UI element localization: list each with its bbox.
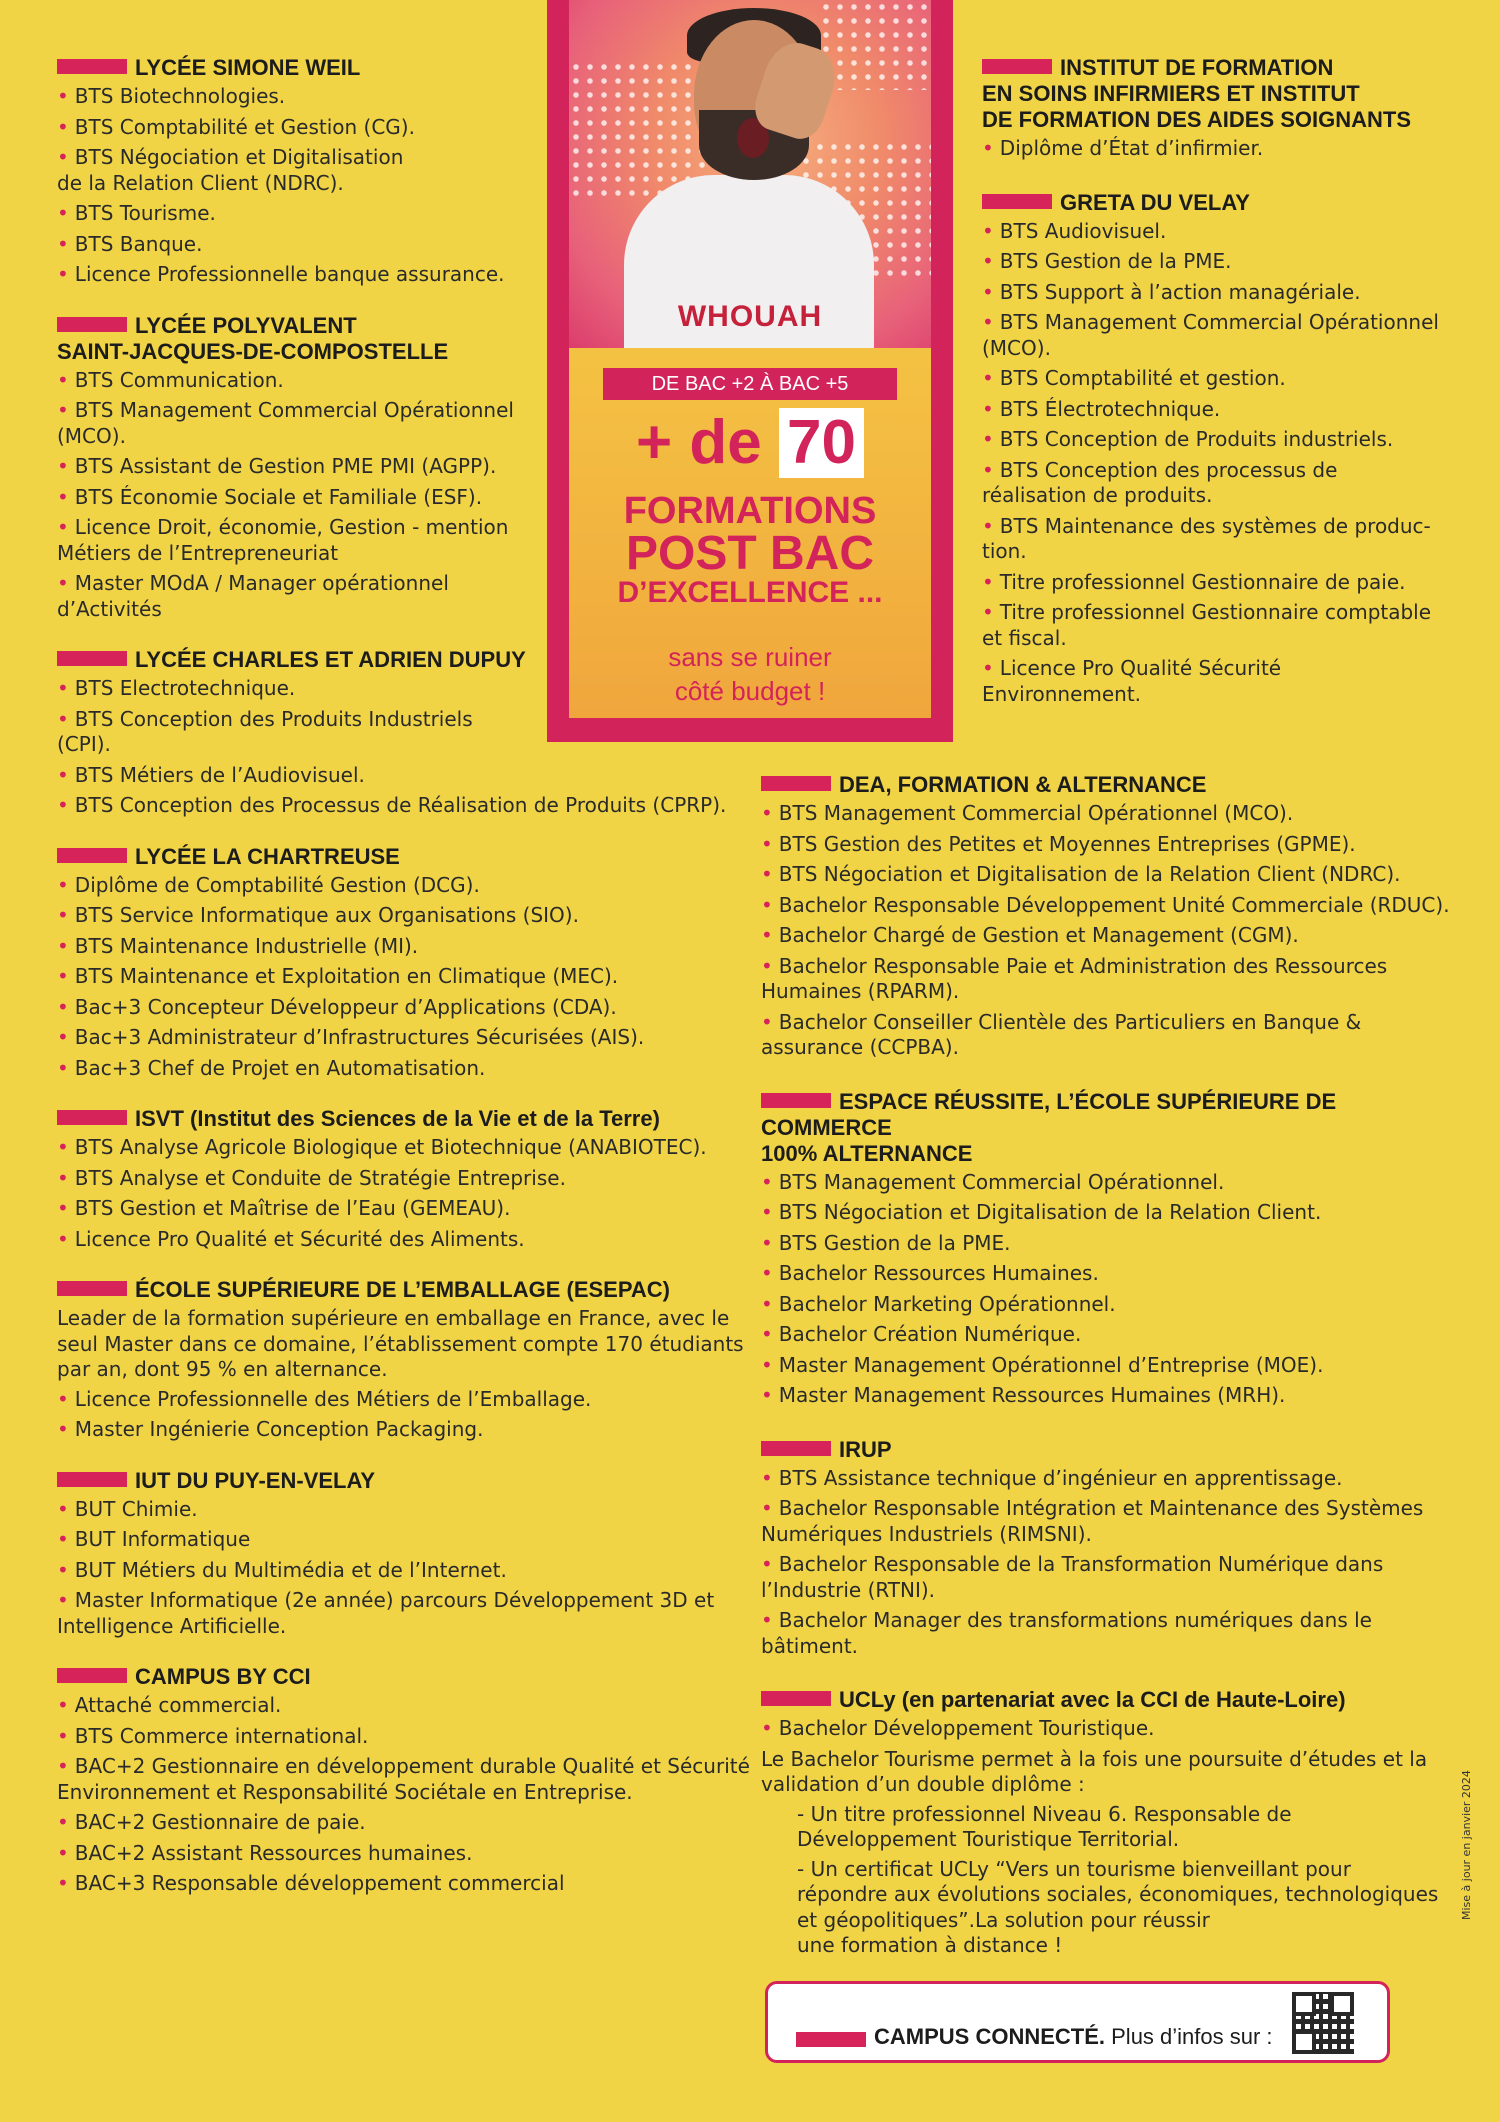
program-item: • Bachelor Ressources Humaines. (761, 1261, 1099, 1285)
program-item: • Licence Droit, économie, Gestion - mention Métiers de l’Entrepreneuriat (57, 515, 509, 565)
program-item: • Bachelor Développement Touristique. (761, 1716, 1155, 1740)
bullet-icon: • (761, 1322, 773, 1346)
program-list (982, 219, 1452, 708)
institution-section (761, 772, 1461, 1061)
bullet-icon: • (761, 1291, 773, 1316)
institution-title: ISVT (Institut des Sciences de la Vie et de la Terre) (57, 1106, 757, 1132)
section-bar (761, 1093, 831, 1108)
bullet-icon: • (57, 114, 69, 139)
program-item: • BTS Assistance technique d’ingénieur en apprentissage. (761, 1465, 1343, 1490)
program-list (57, 1497, 757, 1640)
promo-heading (569, 492, 931, 608)
institution-title: UCLy (en partenariat avec la CCI de Haute-Loire) (761, 1687, 1461, 1713)
promo-photo (569, 0, 931, 348)
program-item: • BTS Conception des Processus de Réalisation de Produits (CPRP). (57, 793, 727, 817)
bullet-icon: • (761, 1716, 773, 1740)
program-list (57, 1387, 757, 1443)
program-item: • BTS Audiovisuel. (982, 218, 1167, 243)
bullet-icon: • (57, 903, 69, 927)
bullet-icon: • (982, 396, 994, 421)
shirt-text: WHOUAH (677, 300, 823, 333)
section-bar (57, 1110, 127, 1125)
right-bottom-column (761, 772, 1461, 1987)
program-item: • BTS Comptabilité et gestion. (982, 366, 1286, 390)
program-item: • Bachelor Chargé de Gestion et Management (CGM). (761, 923, 1299, 947)
section-bar (982, 194, 1052, 209)
program-list (761, 1170, 1461, 1409)
institution-title: LYCÉE SIMONE WEIL (57, 55, 757, 81)
section-bar (982, 59, 1052, 74)
program-item: • Licence Pro Qualité et Sécurité des Aliments. (57, 1226, 525, 1251)
program-item: • BTS Maintenance des systèmes de produc- tion. (982, 513, 1431, 563)
institution-section (761, 1687, 1461, 1959)
bullet-icon: • (57, 1810, 69, 1834)
program-item: • BTS Electrotechnique. (57, 676, 296, 700)
bullet-icon: • (761, 1200, 773, 1224)
bullet-icon: • (761, 1608, 773, 1632)
bullet-icon: • (57, 84, 69, 108)
program-item: • BTS Négociation et Digitalisation de la Relation Client. (761, 1200, 1322, 1224)
program-item: • BTS Analyse et Conduite de Stratégie Entreprise. (57, 1165, 566, 1190)
program-item: • BTS Électrotechnique. (982, 396, 1221, 421)
institution-section (57, 1664, 757, 1897)
bullet-icon: • (57, 1025, 69, 1049)
program-item: • BUT Métiers du Multimédia et de l’Internet. (57, 1557, 507, 1582)
institution-title: LYCÉE CHARLES ET ADRIEN DUPUY (57, 647, 757, 673)
program-item: • Bac+3 Chef de Projet en Automatisation. (57, 1055, 486, 1080)
bullet-icon: • (57, 872, 69, 897)
bullet-icon: • (761, 1383, 773, 1407)
program-item: • BTS Maintenance Industrielle (MI). (57, 933, 419, 958)
institution-title: ESPACE RÉUSSITE, L’ÉCOLE SUPÉRIEURE DE COMMERCE 100% ALTERNANCE (761, 1088, 1337, 1166)
section-bar (57, 1668, 127, 1683)
bullet-icon: • (982, 366, 994, 390)
bullet-icon: • (761, 1261, 773, 1285)
campus-connecte-label: CAMPUS CONNECTÉ. Plus d’infos sur : (874, 2024, 1273, 2049)
section-bar (57, 1472, 127, 1487)
program-item: • Master Informatique (2e année) parcours Développement 3D et Intelligence Artificielle. (57, 1588, 715, 1638)
program-item: • BTS Banque. (57, 231, 203, 256)
bullet-icon: • (57, 1055, 69, 1080)
program-item: • Bachelor Création Numérique. (761, 1322, 1082, 1346)
promo-prefix: + de (636, 408, 762, 477)
program-item: • BTS Commerce international. (57, 1723, 369, 1748)
bullet-icon: • (57, 231, 69, 256)
program-item: • Attaché commercial. (57, 1693, 282, 1717)
bullet-icon: • (57, 484, 69, 509)
update-note: Mise à jour en janvier 2024 (1460, 1770, 1473, 1920)
program-list (57, 1135, 757, 1252)
bullet-icon: • (982, 569, 994, 594)
bullet-icon: • (57, 1871, 69, 1895)
bullet-icon: • (982, 513, 994, 538)
program-list (761, 1466, 1461, 1660)
program-list (57, 1693, 757, 1897)
promo-slogan: sans se ruiner côté budget ! (668, 642, 832, 706)
bullet-icon: • (982, 136, 994, 160)
program-item: • BTS Management Commercial Opérationnel (MCO). (982, 310, 1439, 360)
institution-section (982, 55, 1452, 162)
right-top-column (982, 55, 1452, 735)
bullet-icon: • (57, 1693, 69, 1717)
institution-section (761, 1437, 1461, 1660)
program-item: • Bachelor Conseiller Clientèle des Particuliers en Banque & assurance (CCPBA). (761, 1009, 1362, 1059)
program-item: • Licence Professionnelle banque assurance. (57, 262, 505, 286)
institution-section (761, 1089, 1461, 1409)
program-item: • Diplôme d’État d’infirmier. (982, 136, 1264, 160)
bullet-icon: • (57, 145, 69, 169)
bullet-icon: • (57, 515, 69, 539)
program-item: • Master Ingénierie Conception Packaging. (57, 1417, 484, 1441)
promo-number: 70 (779, 408, 864, 478)
program-item: • BUT Informatique (57, 1527, 251, 1551)
bullet-icon: • (982, 427, 994, 451)
bullet-icon: • (57, 1527, 69, 1551)
institution-section (57, 1106, 757, 1252)
program-item: • Titre professionnel Gestionnaire comptable et fiscal. (982, 600, 1432, 650)
bullet-icon: • (57, 1226, 69, 1251)
program-item: • BTS Gestion et Maîtrise de l’Eau (GEMEAU). (57, 1196, 511, 1220)
program-item: • BUT Chimie. (57, 1496, 198, 1521)
program-item: • BTS Service Informatique aux Organisations (SIO). (57, 903, 579, 927)
program-item: • BTS Assistant de Gestion PME PMI (AGPP). (57, 454, 497, 478)
program-item: • BAC+2 Gestionnaire en développement durable Qualité et Sécurité Environnement et Responsabilité Sociétale en Entreprise. (57, 1754, 750, 1804)
program-list (57, 873, 757, 1082)
program-item: • BTS Management Commercial Opérationnel (MCO). (761, 801, 1294, 825)
bullet-icon: • (57, 1417, 69, 1441)
bullet-icon: • (57, 676, 69, 700)
program-item: • BTS Biotechnologies. (57, 84, 286, 108)
program-item: • BTS Conception des Produits Industriels (CPI). (57, 706, 473, 756)
bullet-icon: • (57, 706, 69, 731)
program-item: • BAC+3 Responsable développement commercial (57, 1871, 565, 1895)
bullet-icon: • (57, 1165, 69, 1190)
bullet-icon: • (57, 762, 69, 787)
promo-headline (569, 408, 931, 478)
program-item: • BTS Analyse Agricole Biologique et Biotechnique (ANABIOTEC). (57, 1135, 707, 1159)
sub-item: - Un titre professionnel Niveau 6. Responsable de Développement Touristique Territorial. (797, 1801, 1292, 1851)
program-item: • Diplôme de Comptabilité Gestion (DCG). (57, 872, 480, 897)
section-bar (761, 1441, 831, 1456)
bullet-icon: • (57, 933, 69, 958)
institution-title: INSTITUT DE FORMATION EN SOINS INFIRMIERS ET INSTITUT DE FORMATION DES AIDES SOIGNANTS (982, 55, 1412, 132)
program-item: • Titre professionnel Gestionnaire de paie. (982, 569, 1406, 594)
bullet-icon: • (761, 1230, 773, 1255)
bullet-icon: • (57, 201, 69, 225)
program-item: • Licence Professionnelle des Métiers de l’Emballage. (57, 1386, 592, 1411)
campus-connecte-box (765, 1981, 1390, 2063)
program-item: • Bac+3 Administrateur d’Infrastructures Sécurisées (AIS). (57, 1025, 645, 1049)
program-item: • Master Management Ressources Humaines (MRH). (761, 1383, 1286, 1407)
bullet-icon: • (761, 923, 773, 947)
bullet-icon: • (57, 793, 69, 817)
bullet-icon: • (761, 831, 773, 856)
promo-banner (547, 0, 953, 742)
institution-title: IUT DU PUY-EN-VELAY (57, 1468, 757, 1494)
program-list (982, 136, 1452, 162)
program-list (761, 801, 1461, 1061)
promo-line-3: D’EXCELLENCE ... (617, 576, 883, 609)
bullet-icon: • (982, 218, 994, 243)
bullet-icon: • (57, 571, 69, 595)
program-item: • BTS Gestion de la PME. (761, 1230, 1011, 1255)
program-item: • Master MOdA / Manager opérationnel d’Activités (57, 571, 449, 621)
institution-title: LYCÉE LA CHARTREUSE (57, 844, 757, 870)
bullet-icon: • (57, 367, 69, 392)
bullet-icon: • (761, 1465, 773, 1490)
program-item: • BTS Gestion de la PME. (982, 249, 1232, 273)
program-item: • BTS Management Commercial Opérationnel. (761, 1169, 1225, 1194)
section-bar (57, 59, 127, 74)
institution-description: Leader de la formation supérieure en emballage en France, avec le seul Master dans ce domaine, l’établissement compte 170 étudiants par an, dont 95 % en alternance. (57, 1306, 744, 1381)
bullet-icon: • (57, 1723, 69, 1748)
bullet-icon: • (57, 398, 69, 422)
promo-line-2: POST BAC (625, 527, 874, 580)
program-item: • Bachelor Marketing Opérationnel. (761, 1291, 1116, 1316)
institution-section (57, 1277, 757, 1443)
program-item: • BTS Communication. (57, 367, 284, 392)
promo-tag: DE BAC +2 À BAC +5 (603, 368, 897, 400)
program-item: • BTS Conception des processus de réalisation de produits. (982, 457, 1338, 507)
bullet-icon: • (761, 1496, 773, 1520)
bullet-icon: • (57, 1135, 69, 1159)
bullet-icon: • (57, 262, 69, 286)
bullet-icon: • (982, 656, 994, 680)
program-item: • BTS Management Commercial Opérationnel (MCO). (57, 398, 514, 448)
program-item: • Master Management Opérationnel d’Entreprise (MOE). (761, 1352, 1324, 1377)
bullet-icon: • (57, 994, 69, 1019)
bullet-icon: • (761, 801, 773, 825)
bullet-icon: • (761, 1552, 773, 1576)
bullet-icon: • (57, 1557, 69, 1582)
institution-title: IRUP (761, 1437, 1461, 1463)
promo-line-1: FORMATIONS (623, 490, 877, 532)
qr-code-icon[interactable] (1292, 1992, 1354, 2054)
program-item: • BTS Conception de Produits industriels. (982, 427, 1394, 451)
bullet-icon: • (57, 1840, 69, 1865)
bullet-icon: • (982, 310, 994, 334)
bullet-icon: • (57, 1496, 69, 1521)
institution-section (57, 1468, 757, 1640)
program-item: • BTS Support à l’action managériale. (982, 279, 1361, 304)
promo-text-panel (569, 348, 931, 718)
program-item: • Bachelor Manager des transformations numériques dans le bâtiment. (761, 1608, 1372, 1658)
section-bar (57, 848, 127, 863)
program-item: • BTS Économie Sociale et Familiale (ESF). (57, 484, 483, 509)
program-item: • BTS Maintenance et Exploitation en Climatique (MEC). (57, 964, 619, 988)
bullet-icon: • (57, 1196, 69, 1220)
bullet-icon: • (761, 1352, 773, 1377)
institution-title: LYCÉE POLYVALENT SAINT-JACQUES-DE-COMPOSTELLE (57, 312, 449, 364)
bullet-icon: • (761, 862, 773, 886)
program-item: • Bachelor Responsable Développement Unité Commerciale (RDUC). (761, 892, 1450, 917)
institution-title: CAMPUS BY CCI (57, 1664, 757, 1690)
bullet-icon: • (57, 1386, 69, 1411)
program-item: • BTS Tourisme. (57, 201, 216, 225)
bullet-icon: • (761, 953, 773, 978)
section-bar (761, 776, 831, 791)
section-bar (761, 1691, 831, 1706)
bullet-icon: • (761, 892, 773, 917)
bullet-icon: • (982, 279, 994, 304)
sub-item: - Un certificat UCLy “Vers un tourisme bienveillant pour répondre aux évolutions sociales, économiques, technologiques et géopolitiques”.La solution pour réussir une formation à distance ! (797, 1856, 1439, 1957)
institution-title: GRETA DU VELAY (982, 190, 1452, 216)
bullet-icon: • (57, 1588, 69, 1612)
bullet-icon: • (57, 454, 69, 478)
bullet-icon: • (57, 1754, 69, 1778)
program-item: • BTS Négociation et Digitalisation de la Relation Client (NDRC). (761, 862, 1401, 886)
bullet-icon: • (761, 1009, 773, 1034)
institution-section (982, 190, 1452, 708)
program-item: • Bachelor Responsable Intégration et Maintenance des Systèmes Numériques Industriels (RIMSNI). (761, 1496, 1424, 1546)
program-list (761, 1716, 1461, 1742)
bullet-icon: • (57, 964, 69, 988)
program-item: • Bac+3 Concepteur Développeur d’Applications (CDA). (57, 994, 617, 1019)
section-bar (57, 317, 127, 332)
program-item: • BTS Métiers de l’Audiovisuel. (57, 762, 365, 787)
section-bar (57, 651, 127, 666)
bullet-icon: • (761, 1169, 773, 1194)
institution-section (57, 844, 757, 1082)
institution-description: Le Bachelor Tourisme permet à la fois une poursuite d’études et la validation d’un double diplôme : (761, 1746, 1428, 1796)
program-item: • BTS Négociation et Digitalisation de la Relation Client (NDRC). (57, 145, 404, 195)
program-item: • BTS Gestion des Petites et Moyennes Entreprises (GPME). (761, 831, 1356, 856)
section-bar (796, 2032, 866, 2047)
institution-title: DEA, FORMATION & ALTERNANCE (761, 772, 1461, 798)
program-item: • BTS Comptabilité et Gestion (CG). (57, 114, 415, 139)
bullet-icon: • (982, 457, 994, 482)
institution-title: ÉCOLE SUPÉRIEURE DE L’EMBALLAGE (ESEPAC) (57, 1277, 757, 1303)
program-item: • Licence Pro Qualité Sécurité Environnement. (982, 656, 1282, 706)
program-item: • Bachelor Responsable de la Transformation Numérique dans l’Industrie (RTNI). (761, 1552, 1384, 1602)
program-item: • Bachelor Responsable Paie et Administration des Ressources Humaines (RPARM). (761, 953, 1388, 1003)
bullet-icon: • (982, 600, 994, 624)
section-bar (57, 1281, 127, 1296)
program-item: • BAC+2 Gestionnaire de paie. (57, 1810, 366, 1834)
bullet-icon: • (982, 249, 994, 273)
program-item: • BAC+2 Assistant Ressources humaines. (57, 1840, 473, 1865)
